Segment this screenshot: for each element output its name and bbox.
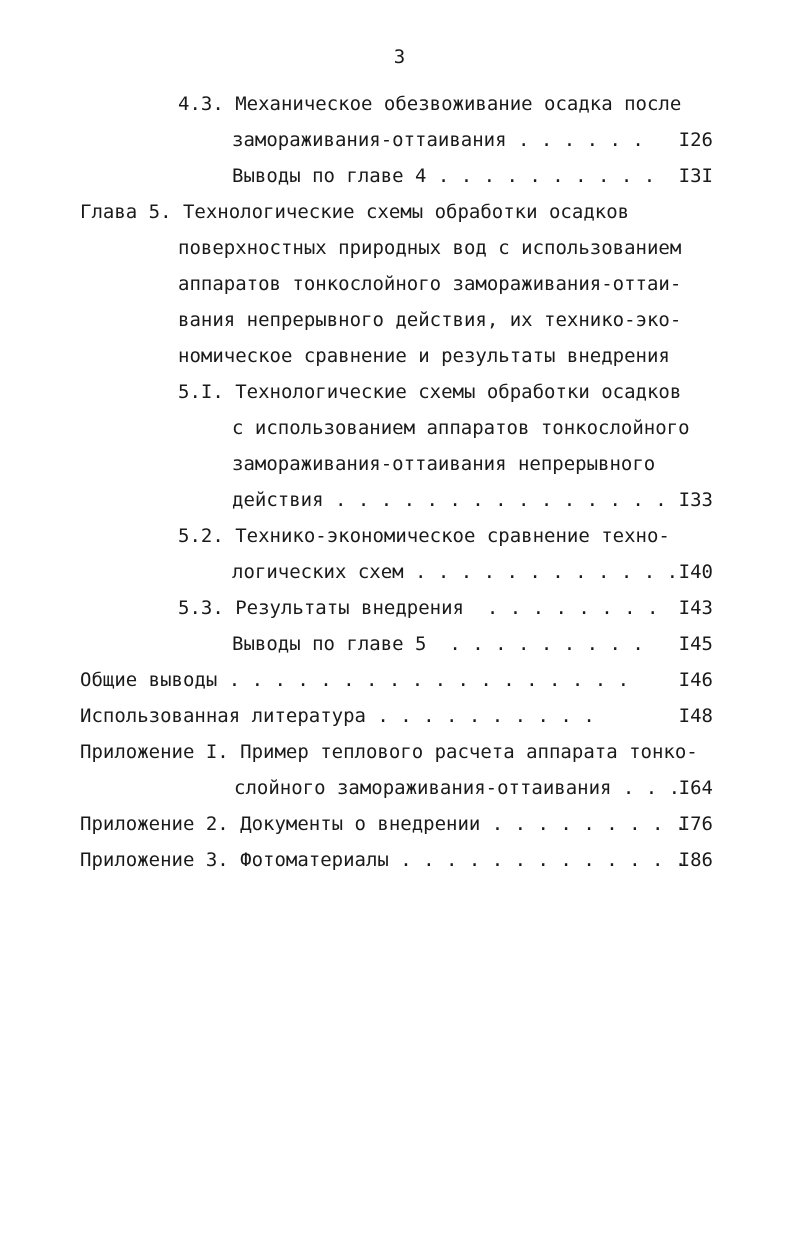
toc-page-references: I48 <box>678 705 713 727</box>
toc-entry-5-1-title: 5.I. Технологические схемы обработки осадков <box>178 381 682 403</box>
toc-page-conclusions-5: I45 <box>678 633 713 655</box>
toc-entry-general-conclusions: Общие выводы . . . . . . . . . . . . . . . . . . <box>80 669 630 691</box>
toc-page-appendix-3: I86 <box>678 849 713 871</box>
toc-entry-appendix-2: Приложение 2. Документы о внедрении . . . . . . . . . <box>80 813 687 835</box>
toc-page-5-2: I40 <box>678 561 713 583</box>
toc-entry-appendix-3: Приложение 3. Фотоматериалы . . . . . . . . . . . . . <box>80 849 687 871</box>
toc-page-appendix-1: I64 <box>678 777 713 799</box>
toc-entry-5-3: 5.3. Результаты внедрения . . . . . . . . <box>178 597 659 619</box>
toc-entry-references: Использованная литература . . . . . . . . . . <box>80 705 595 727</box>
toc-chapter-5-line-5: номическое сравнение и результаты внедрения <box>178 345 670 367</box>
toc-page-appendix-2: I76 <box>678 813 713 835</box>
toc-page-general-conclusions: I46 <box>678 669 713 691</box>
toc-entry-conclusions-4: Выводы по главе 4 . . . . . . . . . . <box>232 165 656 187</box>
toc-page-5-3: I43 <box>678 597 713 619</box>
toc-chapter-5-line-4: вания непрерывного действия, их технико-эко- <box>178 309 682 331</box>
toc-entry-5-2-line-2: логических схем . . . . . . . . . . . . <box>232 561 679 583</box>
toc-page-4-3: I26 <box>678 129 713 151</box>
toc-entry-4-3-cont: замораживания-оттаивания . . . . . . <box>232 129 644 151</box>
toc-entry-5-1-line-3: замораживания-оттаивания непрерывного <box>232 453 656 475</box>
toc-entry-conclusions-5: Выводы по главе 5 . . . . . . . . . <box>232 633 644 655</box>
toc-page-5-1: I33 <box>678 489 713 511</box>
toc-entry-appendix-1-title: Приложение I. Пример теплового расчета аппарата тонко- <box>80 741 698 763</box>
toc-entry-appendix-1-line-2: слойного замораживания-оттаивания . . . <box>234 777 681 799</box>
toc-chapter-5-line-3: аппаратов тонкослойного замораживания-оттаи- <box>178 273 682 295</box>
toc-entry-5-1-line-2: с использованием аппаратов тонкослойного <box>232 417 690 439</box>
toc-chapter-5-line-2: поверхностных природных вод с использованием <box>178 237 682 259</box>
toc-page-conclusions-4: I3I <box>678 165 713 187</box>
toc-chapter-5-title: Глава 5. Технологические схемы обработки осадков <box>80 201 630 223</box>
page-number: 3 <box>393 46 406 68</box>
toc-entry-4-3-title: 4.3. Механическое обезвоживание осадка после <box>178 93 682 115</box>
toc-entry-5-2-title: 5.2. Технико-экономическое сравнение техно- <box>178 525 670 547</box>
toc-entry-5-1-line-4: действия . . . . . . . . . . . . . . . <box>232 489 667 511</box>
